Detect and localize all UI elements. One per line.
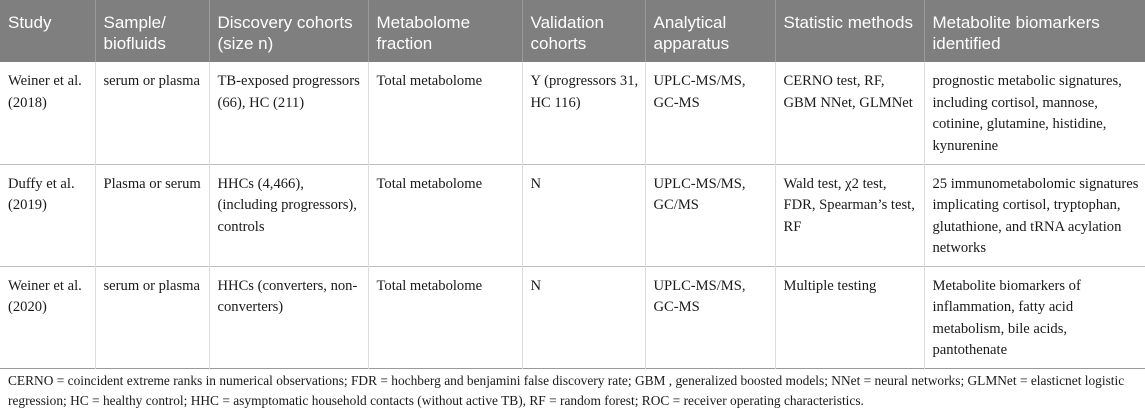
column-header-metabolome-fraction: Metabolome fraction [368, 0, 522, 62]
cell-statistic-methods: Multiple testing [775, 266, 924, 368]
table-footnote: CERNO = coincident extreme ranks in numerical observations; FDR = hochberg and benjamini false discovery rate; GBM , generalized boosted models; NNet = neural networks; GLMNet = elasticnet logistic regression; HC = healthy control; HHC = asymptomatic household contacts (without active TB), RF = random forest; ROC = receiver operating characteristics. [8, 373, 1125, 408]
column-header-study: Study [0, 0, 95, 62]
cell-validation-cohorts: Y (progressors 31, HC 116) [522, 62, 645, 164]
column-header-validation-cohorts: Validation cohorts [522, 0, 645, 62]
table-header-row [0, 0, 1145, 62]
cell-metabolome-fraction: Total metabolome [368, 62, 522, 164]
column-header-analytical-apparatus: Analytical apparatus [645, 0, 775, 62]
cell-statistic-methods: CERNO test, RF, GBM NNet, GLMNet [775, 62, 924, 164]
cell-sample: serum or plasma [95, 62, 209, 164]
cell-study: Duffy et al. (2019) [8, 175, 75, 213]
cell-validation-cohorts: N [522, 164, 645, 266]
cell-validation-cohorts: N [522, 266, 645, 368]
column-header-metabolite-biomarkers: Metabolite biomarkers identified [924, 0, 1145, 62]
cell-analytical-apparatus: UPLC-MS/MS, GC/MS [645, 164, 775, 266]
table-row [0, 62, 1145, 164]
cell-metabolome-fraction: Total metabolome [368, 266, 522, 368]
cell-discovery-cohorts: TB-exposed progressors (66), HC (211) [209, 62, 368, 164]
table-row [0, 266, 1145, 368]
cell-metabolite-biomarkers: prognostic metabolic signatures, including cortisol, mannose, cotinine, glutamine, histidine, kynurenine [924, 62, 1145, 164]
cell-metabolite-biomarkers: 25 immunometabolomic signatures implicating cortisol, tryptophan, glutathione, and tRNA acylation networks [924, 164, 1145, 266]
cell-statistic-methods: Wald test, χ2 test, FDR, Spearman’s test, RF [775, 164, 924, 266]
column-header-statistic-methods: Statistic methods [775, 0, 924, 62]
cell-sample: serum or plasma [95, 266, 209, 368]
cell-study: Weiner et al. (2020) [8, 277, 82, 315]
cell-discovery-cohorts: HHCs (converters, non-converters) [209, 266, 368, 368]
cell-sample: Plasma or serum [95, 164, 209, 266]
column-header-discovery-cohorts: Discovery cohorts (size n) [209, 0, 368, 62]
cell-metabolome-fraction: Total metabolome [368, 164, 522, 266]
cell-analytical-apparatus: UPLC-MS/MS, GC-MS [645, 62, 775, 164]
cell-discovery-cohorts: HHCs (4,466), (including progressors), controls [209, 164, 368, 266]
cell-analytical-apparatus: UPLC-MS/MS, GC-MS [645, 266, 775, 368]
cell-metabolite-biomarkers: Metabolite biomarkers of inflammation, fatty acid metabolism, bile acids, pantothenate [924, 266, 1145, 368]
column-header-sample: Sample/ biofluids [95, 0, 209, 62]
cell-study: Weiner et al. (2018) [8, 73, 82, 111]
table-row [0, 164, 1145, 266]
